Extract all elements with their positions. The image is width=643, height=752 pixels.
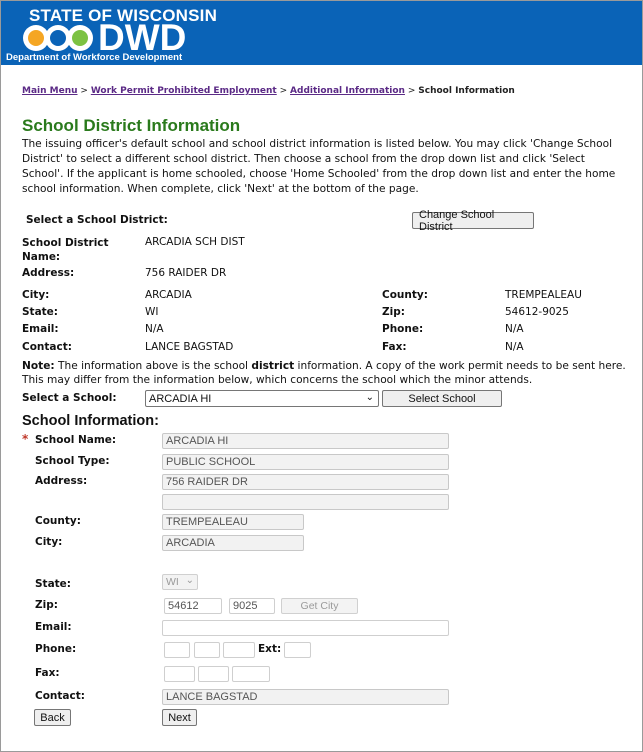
district-address-value: 756 RAIDER DR [145, 267, 227, 279]
logo-department-text: Department of Workforce Development [6, 52, 183, 63]
note-label: Note: [22, 360, 55, 372]
district-name-label: School District Name: [22, 237, 109, 263]
school-email-field[interactable] [162, 620, 449, 636]
school-county-field[interactable]: TREMPEALEAU [162, 514, 304, 530]
district-phone-value: N/A [505, 323, 524, 335]
district-zip-label: Zip: [382, 306, 405, 318]
district-contact-label: Contact: [22, 341, 72, 353]
breadcrumb [22, 86, 515, 96]
school-phone-label: Phone: [35, 643, 77, 655]
district-state-label: State: [22, 306, 59, 318]
note-text-bold: district [251, 360, 295, 372]
breadcrumb-current: School Information [418, 86, 515, 96]
district-email-label: Email: [22, 323, 59, 335]
district-fax-label: Fax: [382, 341, 407, 353]
school-city-label: City: [35, 536, 63, 548]
breadcrumb-additional-info[interactable]: Additional Information [290, 86, 405, 96]
note-text-part2: information. A copy of the work permit needs to be sent here. This may differ from the information below, which concerns the school which the minor attends. [22, 360, 626, 386]
breadcrumb-main-menu[interactable]: Main Menu [22, 86, 78, 96]
district-email-value: N/A [145, 323, 164, 335]
school-state-label: State: [35, 578, 72, 590]
phone-ext-field[interactable] [284, 642, 311, 658]
breadcrumb-work-permit[interactable]: Work Permit Prohibited Employment [90, 86, 277, 96]
school-zip5-field[interactable]: 54612 [164, 598, 222, 614]
district-contact-value: LANCE BAGSTAD [145, 341, 234, 353]
logo-state-text: STATE OF WISCONSIN [29, 6, 218, 25]
site-header [1, 1, 642, 65]
school-email-label: Email: [35, 621, 72, 633]
school-state-select[interactable] [162, 574, 198, 590]
fax-line-field[interactable] [232, 666, 270, 682]
section-title-school: School Information: [22, 413, 159, 429]
back-button[interactable]: Back [34, 709, 71, 726]
district-city-label: City: [22, 289, 50, 301]
district-fax-value: N/A [505, 341, 524, 353]
school-address1-field[interactable]: 756 RAIDER DR [162, 474, 449, 490]
district-county-label: County: [382, 289, 428, 301]
school-zip-label: Zip: [35, 599, 58, 611]
district-city-value: ARCADIA [145, 289, 192, 301]
phone-prefix-field[interactable] [194, 642, 220, 658]
breadcrumb-separator: > [80, 86, 88, 96]
phone-ext-label: Ext: [258, 643, 282, 655]
district-note [22, 359, 632, 387]
school-contact-field[interactable]: LANCE BAGSTAD [162, 689, 449, 705]
school-type-field[interactable]: PUBLIC SCHOOL [162, 454, 449, 470]
school-county-label: County: [35, 515, 81, 527]
district-name-value: ARCADIA SCH DIST [145, 236, 245, 248]
school-address-label: Address: [35, 475, 88, 487]
school-zip4-field[interactable]: 9025 [229, 598, 275, 614]
logo-dwd-text: DWD [98, 17, 187, 58]
breadcrumb-separator: > [407, 86, 416, 96]
school-city-field[interactable]: ARCADIA [162, 535, 304, 551]
phone-line-field[interactable] [223, 642, 255, 658]
school-name-label: School Name: [35, 434, 117, 446]
district-state-value: WI [145, 306, 159, 318]
get-city-button[interactable]: Get City [281, 598, 358, 614]
district-phone-label: Phone: [382, 323, 424, 335]
school-name-field[interactable]: ARCADIA HI [162, 433, 449, 449]
intro-text: The issuing officer's default school and school district information is listed below. You may click 'Change School District' to select a different school district. Then choose a school from the drop down list and click 'Select School'. If the applicant is home schooled, choose 'Home Schooled' from the drop down list and enter the home school information. When complete, click 'Next' at the bottom of the page. [22, 138, 616, 195]
note-text-part1: The information above is the school [58, 360, 248, 372]
school-select[interactable] [145, 390, 379, 407]
district-zip-value: 54612-9025 [505, 306, 569, 318]
chevron-down-icon: ⌄ [185, 575, 194, 586]
next-button[interactable]: Next [162, 709, 197, 726]
school-address2-field[interactable] [162, 494, 449, 510]
district-address-label: Address: [22, 267, 75, 279]
district-county-value: TREMPEALEAU [505, 289, 582, 301]
school-contact-label: Contact: [35, 690, 85, 702]
required-marker: * [22, 432, 29, 446]
chevron-down-icon: ⌄ [365, 392, 374, 403]
select-school-label: Select a School: [22, 392, 117, 404]
school-type-label: School Type: [35, 455, 110, 467]
fax-prefix-field[interactable] [198, 666, 229, 682]
change-district-button[interactable]: Change School District [412, 212, 534, 229]
school-select-value: ARCADIA HI [149, 392, 212, 405]
fax-area-field[interactable] [164, 666, 195, 682]
select-school-button[interactable]: Select School [382, 390, 502, 407]
school-fax-label: Fax: [35, 667, 60, 679]
select-district-label: Select a School District: [26, 214, 168, 226]
phone-area-field[interactable] [164, 642, 190, 658]
breadcrumb-separator: > [279, 86, 288, 96]
section-title-district: School District Information [22, 116, 241, 135]
school-state-value: WI [166, 576, 179, 588]
